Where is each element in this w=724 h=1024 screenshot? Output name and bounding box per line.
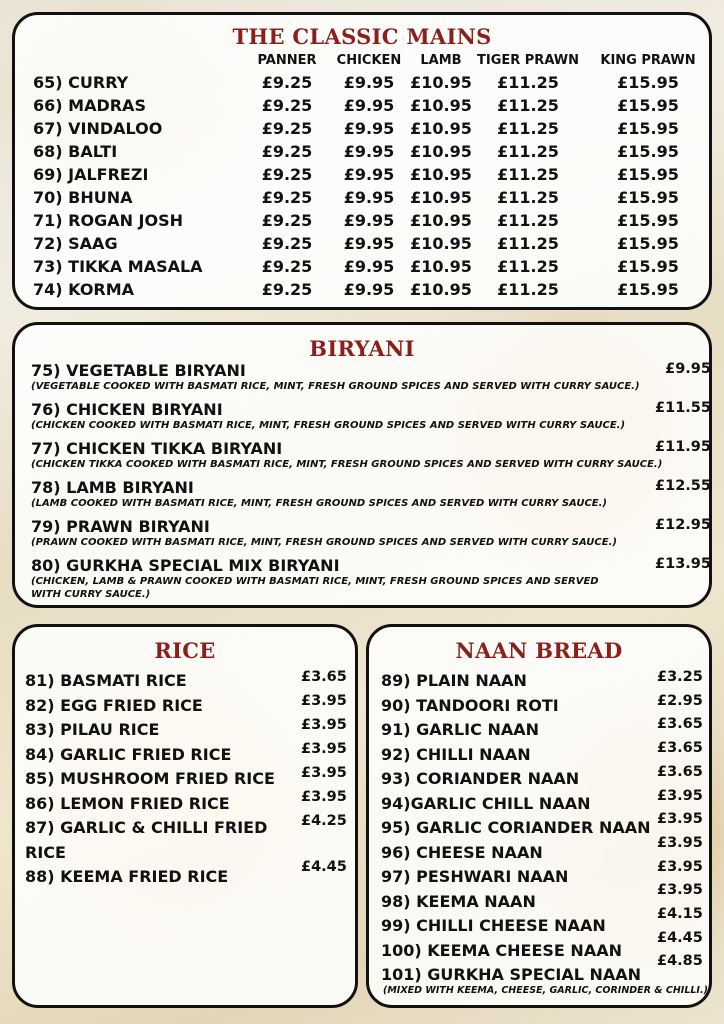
biryani-panel (12, 322, 712, 608)
item-price: £4.45 (657, 929, 703, 946)
list-item: RICE (25, 842, 66, 862)
price-cell: £11.25 (497, 211, 559, 230)
price-cell: £9.95 (343, 73, 395, 92)
dish-description: (CHICKEN, LAMB & PRAWN COOKED WITH BASMATI RICE, MINT, FRESH GROUND SPICES AND SERVED (31, 576, 599, 587)
dish-name: 73) TIKKA MASALA (33, 257, 203, 276)
price-cell: £15.95 (617, 73, 679, 92)
price-cell: £9.25 (261, 188, 313, 207)
column-header-lamb: LAMB (420, 53, 462, 68)
dish-name: 76) CHICKEN BIRYANI (31, 400, 223, 419)
list-item: 93) CORIANDER NAAN (381, 769, 580, 788)
price-cell: £11.25 (497, 188, 559, 207)
price-cell: £15.95 (617, 119, 679, 138)
list-item: 96) CHEESE NAAN (381, 842, 543, 862)
dish-name: 78) LAMB BIRYANI (31, 478, 194, 497)
list-item (31, 478, 711, 510)
item-price: £4.85 (657, 953, 703, 970)
list-item: 83) PILAU RICE (25, 720, 160, 739)
list-item: 98) KEEMA NAAN (381, 891, 536, 911)
dish-description: (CHICKEN TIKKA COOKED WITH BASMATI RICE, MINT, FRESH GROUND SPICES AND SERVED WITH CURRY SAUCE.) (31, 459, 663, 470)
list-item: 82) EGG FRIED RICE (25, 695, 203, 715)
price-cell: £11.25 (497, 142, 559, 161)
list-item: 88) KEEMA FRIED RICE (25, 867, 229, 886)
price-cell: £9.25 (261, 96, 313, 115)
price-cell: £10.95 (410, 280, 472, 299)
item-price: £3.65 (657, 716, 703, 733)
price-cell: £10.95 (410, 73, 472, 92)
price-cell: £11.25 (497, 257, 559, 276)
column-header-king-prawn: KING PRAWN (600, 53, 696, 68)
price-cell: £9.25 (261, 280, 313, 299)
dish-price: £13.95 (655, 556, 711, 572)
price-cell: £9.95 (343, 142, 395, 161)
item-price: £3.65 (301, 669, 347, 685)
price-cell: £15.95 (617, 96, 679, 115)
price-cell: £9.95 (343, 165, 395, 184)
price-cell: £9.25 (261, 257, 313, 276)
list-item: 91) GARLIC NAAN (381, 720, 539, 739)
price-cell: £10.95 (410, 188, 472, 207)
list-item: 81) BASMATI RICE (25, 671, 187, 690)
dish-name: 70) BHUNA (33, 188, 133, 207)
naan-title: NAAN BREAD (455, 638, 623, 663)
item-price: £4.45 (301, 859, 347, 875)
dish-name: 79) PRAWN BIRYANI (31, 517, 210, 536)
price-cell: £11.25 (497, 165, 559, 184)
dish-price: £9.95 (665, 361, 711, 377)
table-row (33, 165, 713, 188)
table-row (33, 142, 713, 165)
dish-name: 67) VINDALOO (33, 119, 163, 138)
dish-name: 66) MADRAS (33, 96, 146, 115)
price-cell: £15.95 (617, 165, 679, 184)
dish-description: (PRAWN COOKED WITH BASMATI RICE, MINT, FRESH GROUND SPICES AND SERVED WITH CURRY SAUCE.) (31, 537, 617, 548)
price-cell: £11.25 (497, 73, 559, 92)
table-row (33, 234, 713, 257)
list-item: 101) GURKHA SPECIAL NAAN (381, 965, 642, 984)
naan-special-note: (MIXED WITH KEEMA, CHEESE, GARLIC, CORINDER & CHILLI.) (383, 985, 708, 996)
table-row (33, 280, 713, 303)
dish-name: 77) CHICKEN TIKKA BIRYANI (31, 439, 283, 458)
price-cell: £10.95 (410, 165, 472, 184)
item-price: £2.95 (657, 692, 703, 709)
list-item: 92) CHILLI NAAN (381, 744, 531, 764)
item-price: £3.95 (657, 811, 703, 828)
price-cell: £9.25 (261, 165, 313, 184)
list-item (31, 439, 711, 471)
price-cell: £9.95 (343, 234, 395, 253)
table-row (33, 257, 713, 280)
table-row (33, 73, 713, 96)
dish-description: (CHICKEN COOKED WITH BASMATI RICE, MINT, FRESH GROUND SPICES AND SERVED WITH CURRY SAUCE.) (31, 420, 626, 431)
column-header-tiger-prawn: TIGER PRAWN (476, 53, 580, 68)
price-cell: £9.95 (343, 257, 395, 276)
table-row (33, 96, 713, 119)
table-row (33, 119, 713, 142)
list-item: 100) KEEMA CHEESE NAAN (381, 940, 622, 960)
list-item: 97) PESHWARI NAAN (381, 867, 569, 886)
list-item (31, 556, 711, 601)
price-cell: £9.95 (343, 119, 395, 138)
list-item: 84) GARLIC FRIED RICE (25, 744, 232, 764)
list-item: 86) LEMON FRIED RICE (25, 793, 230, 813)
dish-price: £11.95 (655, 439, 711, 455)
dish-name: 72) SAAG (33, 234, 118, 253)
item-price: £3.25 (657, 669, 703, 685)
price-cell: £10.95 (410, 119, 472, 138)
mains-panel (12, 12, 712, 310)
dish-name: 69) JALFREZI (33, 165, 149, 184)
list-item: 90) TANDOORI ROTI (381, 695, 559, 715)
dish-price: £12.95 (655, 517, 711, 533)
price-cell: £15.95 (617, 234, 679, 253)
list-item (31, 400, 711, 432)
price-cell: £10.95 (410, 211, 472, 230)
price-cell: £9.25 (261, 142, 313, 161)
price-cell: £15.95 (617, 211, 679, 230)
price-cell: £9.95 (343, 96, 395, 115)
item-price: £4.25 (301, 813, 347, 829)
price-cell: £9.25 (261, 234, 313, 253)
dish-description: (LAMB COOKED WITH BASMATI RICE, MINT, FRESH GROUND SPICES AND SERVED WITH CURRY SAUCE.) (31, 498, 608, 509)
dish-name: 65) CURRY (33, 73, 129, 92)
table-row (33, 188, 713, 211)
list-item: 94)GARLIC CHILL NAAN (381, 793, 591, 813)
item-price: £3.95 (657, 858, 703, 875)
price-cell: £10.95 (410, 234, 472, 253)
biryani-title: BIRYANI (309, 336, 415, 361)
dish-name: 80) GURKHA SPECIAL MIX BIRYANI (31, 556, 340, 575)
list-item: 89) PLAIN NAAN (381, 671, 527, 690)
list-item: 87) GARLIC & CHILLI FRIED (25, 818, 268, 837)
column-header-panner: PANNER (257, 53, 317, 68)
price-cell: £9.95 (343, 211, 395, 230)
list-item: 85) MUSHROOM FRIED RICE (25, 769, 275, 788)
price-cell: £10.95 (410, 142, 472, 161)
price-cell: £15.95 (617, 257, 679, 276)
dish-name: 75) VEGETABLE BIRYANI (31, 361, 246, 380)
rice-title: RICE (154, 638, 216, 663)
dish-name: 71) ROGAN JOSH (33, 211, 184, 230)
price-cell: £15.95 (617, 188, 679, 207)
item-price: £3.65 (657, 740, 703, 757)
list-item (31, 361, 711, 393)
price-cell: £11.25 (497, 96, 559, 115)
list-item: 99) CHILLI CHEESE NAAN (381, 916, 606, 935)
mains-title: THE CLASSIC MAINS (232, 24, 492, 49)
dish-name: 74) KORMA (33, 280, 135, 299)
list-item (31, 517, 711, 549)
item-price: £3.65 (657, 763, 703, 780)
dish-name: 68) BALTI (33, 142, 118, 161)
item-price: £3.95 (657, 882, 703, 899)
naan-panel (366, 624, 712, 1008)
item-price: £3.95 (657, 834, 703, 851)
rice-panel (12, 624, 358, 1008)
dish-price: £11.55 (655, 400, 711, 416)
price-cell: £9.25 (261, 119, 313, 138)
item-price: £3.95 (657, 787, 703, 804)
item-price: £3.95 (301, 741, 347, 757)
price-cell: £15.95 (617, 280, 679, 299)
item-price: £3.95 (301, 765, 347, 781)
item-price: £4.15 (657, 906, 703, 922)
price-cell: £9.95 (343, 188, 395, 207)
price-cell: £11.25 (497, 280, 559, 299)
item-price: £3.95 (301, 789, 347, 805)
price-cell: £11.25 (497, 119, 559, 138)
price-cell: £11.25 (497, 234, 559, 253)
table-row (33, 211, 713, 234)
price-cell: £9.95 (343, 280, 395, 299)
item-price: £3.95 (301, 693, 347, 709)
price-cell: £9.25 (261, 73, 313, 92)
price-cell: £9.25 (261, 211, 313, 230)
dish-description: (VEGETABLE COOKED WITH BASMATI RICE, MINT, FRESH GROUND SPICES AND SERVED WITH CURRY SAUCE.) (31, 381, 640, 392)
price-cell: £10.95 (410, 96, 472, 115)
list-item: 95) GARLIC CORIANDER NAAN (381, 818, 651, 837)
column-header-chicken: CHICKEN (336, 53, 402, 68)
item-price: £3.95 (301, 717, 347, 733)
dish-description: WITH CURRY SAUCE.) (31, 589, 151, 600)
dish-price: £12.55 (655, 478, 711, 494)
price-cell: £15.95 (617, 142, 679, 161)
price-cell: £10.95 (410, 257, 472, 276)
